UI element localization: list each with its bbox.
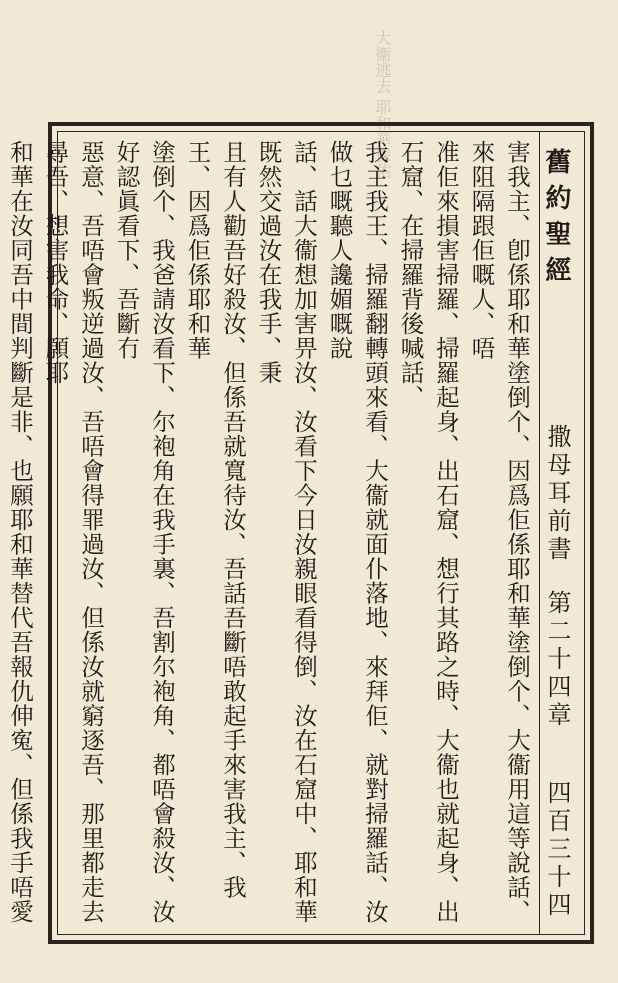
inner-frame [6,131,585,935]
book-chapter-label [540,424,575,730]
text-column: 塗倒个、我爸請汝看下、尔袍角在我手裏、吾割尔袍角、都唔會殺汝、汝好認眞看下、吾斷冇 [112,140,176,924]
book-series-title: 舊約聖經 [541,148,571,292]
chapter-number: 第二十四章 [543,590,571,730]
page-number: 四百三十四 [543,780,571,920]
text-column: 害我主、卽係耶和華塗倒个、因爲佢係耶和華塗倒个、大衞用這等說話、來阻隔跟佢嘅人、唔 [467,140,531,924]
text-column: 和華在汝同吾中間判斷是非、也願耶和華替代吾報仇伸寃、但係我手唔愛 [6,140,34,924]
text-column: 話、話大衞想加害畀汝、汝看下今日汝親眼看得倒、汝在石窟中、耶和華既然交過汝在我手、秉 [254,140,318,924]
text-column: 惡意、吾唔會叛逆過汝、吾唔會得罪過汝、但係汝就窮逐吾、那里都走去尋吾、想害我命、願耶 [41,140,105,924]
body-text [6,140,534,926]
text-column: 且有人勸吾好殺汝、但係吾就寬待汝、吾話吾斷唔敢起手來害我主、我王、因爲佢係耶和華 [183,140,247,900]
page-frame [6,122,594,944]
running-header [539,132,584,934]
text-column: 我主我王、掃羅翻轉頭來看、大衞就面仆落地、來拜佢、就對掃羅話、汝做乜嘅聽人讒媚嘅說 [325,140,389,924]
bleed-through-text: 大衞逃去 耶和華保佑 [373,30,392,180]
text-column: 准佢來損害掃羅、掃羅起身、出石窟、想行其路之時、大衞也就起身、出石窟、在掃羅背後喊話、 [396,140,460,924]
book-name: 撒母耳前書 [543,424,571,564]
